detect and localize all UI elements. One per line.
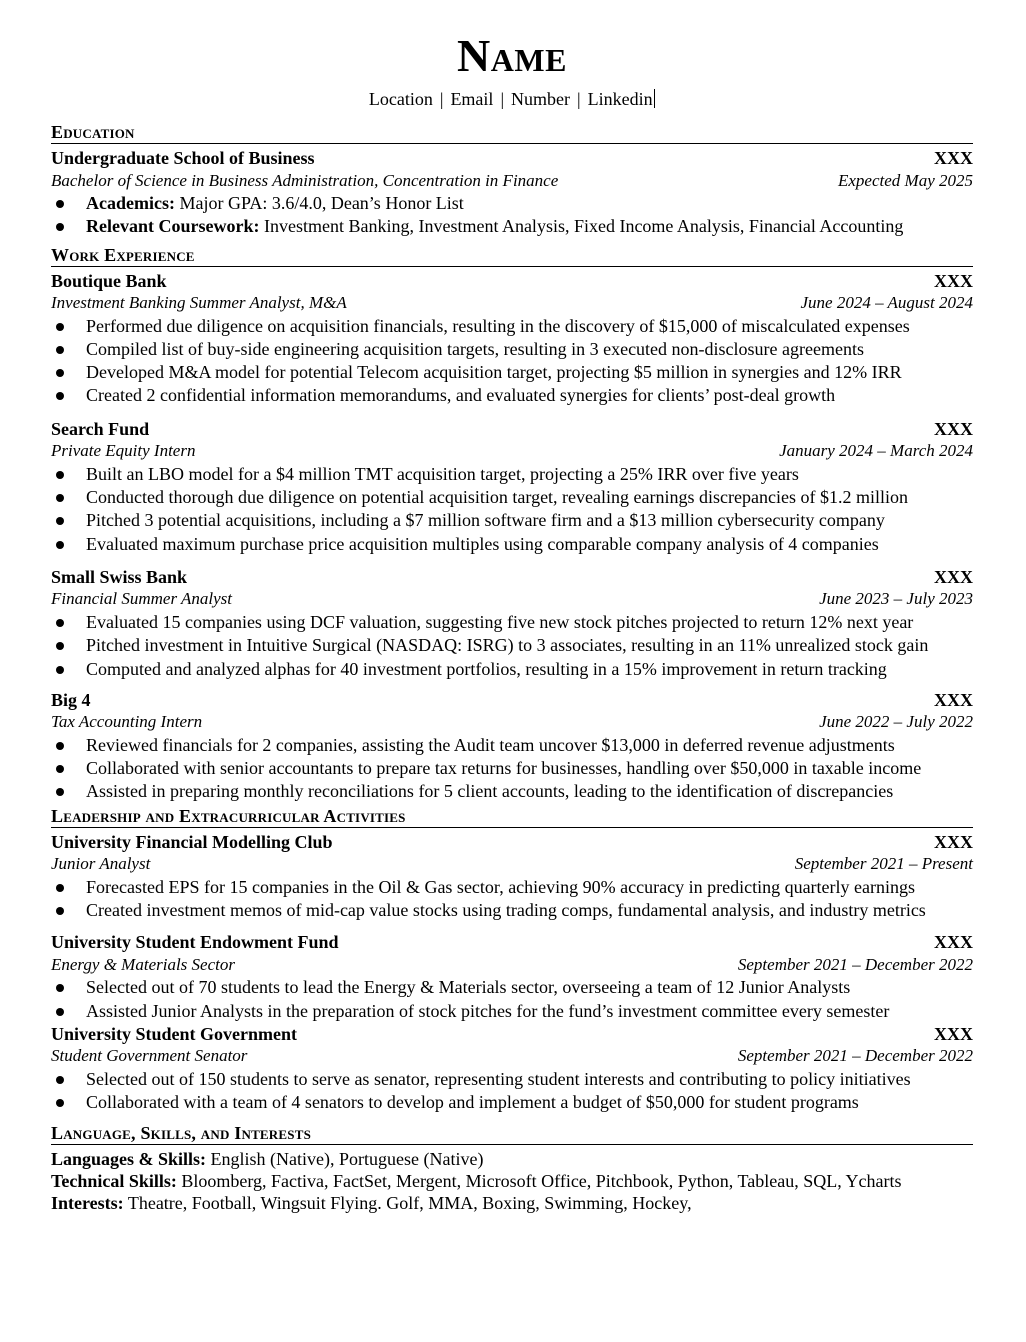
entry-bullets bbox=[51, 463, 973, 556]
entry-date: June 2024 – August 2024 bbox=[800, 293, 973, 313]
leadership-list bbox=[51, 831, 973, 1115]
entry-org: University Student Government bbox=[51, 1023, 297, 1044]
list-item: Forecasted EPS for 15 companies in the Oil & Gas sector, achieving 90% accuracy in predicting quarterly earnings bbox=[51, 876, 973, 899]
entry-date: September 2021 – December 2022 bbox=[737, 954, 973, 974]
entry-header bbox=[51, 931, 973, 954]
skills-block bbox=[51, 1148, 973, 1214]
entry-bullets bbox=[51, 976, 973, 1023]
list-item: Built an LBO model for a $4 million TMT acquisition target, projecting a 25% IRR over five years bbox=[51, 463, 973, 486]
entry-role-row bbox=[51, 711, 973, 734]
entry-role-row bbox=[51, 954, 973, 977]
contact-number: Number bbox=[511, 89, 571, 109]
entry-role-row bbox=[51, 292, 973, 315]
contact-email: Email bbox=[450, 89, 494, 109]
entry-org: Boutique Bank bbox=[51, 270, 167, 291]
list-item: Selected out of 150 students to serve as senator, representing student interests and contributing to policy initiatives bbox=[51, 1068, 973, 1091]
list-item: Academics: Major GPA: 3.6/4.0, Dean’s Honor List bbox=[51, 192, 973, 215]
entry-role-row bbox=[51, 440, 973, 463]
entry-location: XXX bbox=[934, 689, 973, 710]
entry-header bbox=[51, 270, 973, 293]
list-item: Created investment memos of mid-cap value stocks using trading comps, fundamental analysis, and industry metrics bbox=[51, 899, 973, 922]
entry-org: University Financial Modelling Club bbox=[51, 831, 333, 852]
education-header bbox=[51, 147, 973, 170]
contact-line: Location | Email | Number | Linkedin bbox=[51, 87, 973, 111]
entry-header bbox=[51, 689, 973, 712]
entry-role-row bbox=[51, 588, 973, 611]
entry-date: June 2022 – July 2022 bbox=[819, 712, 973, 732]
entry-date: September 2021 – December 2022 bbox=[737, 1046, 973, 1066]
entry-date: January 2024 – March 2024 bbox=[779, 441, 973, 461]
education-degree-row bbox=[51, 170, 973, 193]
contact-location: Location bbox=[368, 89, 433, 109]
entry bbox=[51, 689, 973, 804]
entry-org: Search Fund bbox=[51, 418, 150, 439]
list-item: Created 2 confidential information memorandums, and evaluated synergies for clients’ post-deal growth bbox=[51, 384, 973, 407]
list-item: Reviewed financials for 2 companies, assisting the Audit team uncover $13,000 in deferred revenue adjustments bbox=[51, 734, 973, 757]
section-title-leadership: Leadership and Extracurricular Activities bbox=[51, 806, 973, 828]
list-item: Selected out of 70 students to lead the Energy & Materials sector, overseeing a team of 12 Junior Analysts bbox=[51, 976, 973, 999]
entry bbox=[51, 566, 973, 681]
entry-role: Investment Banking Summer Analyst, M&A bbox=[51, 293, 347, 313]
text-cursor bbox=[654, 89, 656, 108]
section-title-education: Education bbox=[51, 122, 973, 144]
list-item: Evaluated maximum purchase price acquisition multiples using comparable company analysis of 4 companies bbox=[51, 533, 973, 556]
entry-bullets bbox=[51, 1068, 973, 1115]
entry-header bbox=[51, 1023, 973, 1046]
contact-linkedin: Linkedin bbox=[587, 89, 653, 109]
entry-date: September 2021 – Present bbox=[794, 854, 973, 874]
entry bbox=[51, 1023, 973, 1115]
degree: Bachelor of Science in Business Administration, Concentration in Finance bbox=[51, 170, 559, 190]
entry-role: Energy & Materials Sector bbox=[51, 954, 235, 974]
entry-bullets bbox=[51, 611, 973, 681]
list-item: Compiled list of buy-side engineering acquisition targets, resulting in 3 executed non-disclosure agreements bbox=[51, 338, 973, 361]
entry-date: June 2023 – July 2023 bbox=[819, 589, 973, 609]
list-item: Pitched investment in Intuitive Surgical (NASDAQ: ISRG) to 3 associates, resulting in an 11% unrealized stock gain bbox=[51, 634, 973, 657]
list-item: Collaborated with senior accountants to prepare tax returns for businesses, handling over $50,000 in taxable income bbox=[51, 757, 973, 780]
entry-role-row bbox=[51, 853, 973, 876]
entry-bullets bbox=[51, 876, 973, 923]
entry-org: University Student Endowment Fund bbox=[51, 932, 339, 953]
entry-role: Private Equity Intern bbox=[51, 441, 196, 461]
skills-interests: Interests: Theatre, Football, Wingsuit Flying. Golf, MMA, Boxing, Swimming, Hockey, bbox=[51, 1192, 692, 1213]
entry-location: XXX bbox=[934, 932, 973, 953]
resume-name: Name bbox=[457, 30, 567, 81]
list-item: Performed due diligence on acquisition financials, resulting in the discovery of $15,000 of miscalculated expenses bbox=[51, 315, 973, 338]
list-item: Computed and analyzed alphas for 40 investment portfolios, resulting in a 15% improvement in return tracking bbox=[51, 658, 973, 681]
entry-header bbox=[51, 831, 973, 854]
list-item: Relevant Coursework: Investment Banking, Investment Analysis, Fixed Income Analysis, Financial Accounting bbox=[51, 215, 973, 238]
entry-location: XXX bbox=[934, 418, 973, 439]
entry-location: XXX bbox=[934, 270, 973, 291]
list-item: Evaluated 15 companies using DCF valuation, suggesting five new stock pitches projected to return 12% next year bbox=[51, 611, 973, 634]
entry bbox=[51, 418, 973, 556]
entry-bullets bbox=[51, 315, 973, 408]
section-title-work: Work Experience bbox=[51, 245, 973, 267]
skills-technical: Technical Skills: Bloomberg, Factiva, FactSet, Mergent, Microsoft Office, Pitchbook, Python, Tableau, SQL, Ycharts bbox=[51, 1170, 902, 1191]
education-date: Expected May 2025 bbox=[838, 170, 973, 190]
entry-role: Student Government Senator bbox=[51, 1046, 248, 1066]
list-item: Conducted thorough due diligence on potential acquisition target, revealing earnings discrepancies of $1.2 million bbox=[51, 486, 973, 509]
entry-bullets bbox=[51, 734, 973, 804]
school-name: Undergraduate School of Business bbox=[51, 148, 315, 168]
list-item: Assisted in preparing monthly reconciliations for 5 client accounts, leading to the identification of discrepancies bbox=[51, 780, 973, 803]
entry bbox=[51, 270, 973, 408]
entry-role-row bbox=[51, 1045, 973, 1068]
entry-header bbox=[51, 566, 973, 589]
entry bbox=[51, 931, 973, 1023]
list-item: Pitched 3 potential acquisitions, including a $7 million software firm and a $13 million cybersecurity company bbox=[51, 509, 973, 532]
education-bullets bbox=[51, 192, 973, 239]
work-list bbox=[51, 270, 973, 804]
entry-location: XXX bbox=[934, 1023, 973, 1044]
skills-languages: Languages & Skills: English (Native), Portuguese (Native) bbox=[51, 1148, 484, 1169]
entry bbox=[51, 831, 973, 923]
school-location: XXX bbox=[934, 148, 973, 168]
entry-role: Tax Accounting Intern bbox=[51, 712, 203, 732]
entry-header bbox=[51, 418, 973, 441]
entry-role: Junior Analyst bbox=[51, 854, 151, 874]
entry-org: Small Swiss Bank bbox=[51, 566, 188, 587]
list-item: Developed M&A model for potential Telecom acquisition target, projecting $5 million in synergies and 12% IRR bbox=[51, 361, 973, 384]
entry-role: Financial Summer Analyst bbox=[51, 589, 232, 609]
list-item: Collaborated with a team of 4 senators to develop and implement a budget of $50,000 for student programs bbox=[51, 1091, 973, 1114]
entry-location: XXX bbox=[934, 566, 973, 587]
list-item: Assisted Junior Analysts in the preparation of stock pitches for the fund’s investment committee every semester bbox=[51, 1000, 973, 1023]
entry-org: Big 4 bbox=[51, 689, 91, 710]
section-title-skills: Language, Skills, and Interests bbox=[51, 1123, 973, 1145]
entry-location: XXX bbox=[934, 831, 973, 852]
